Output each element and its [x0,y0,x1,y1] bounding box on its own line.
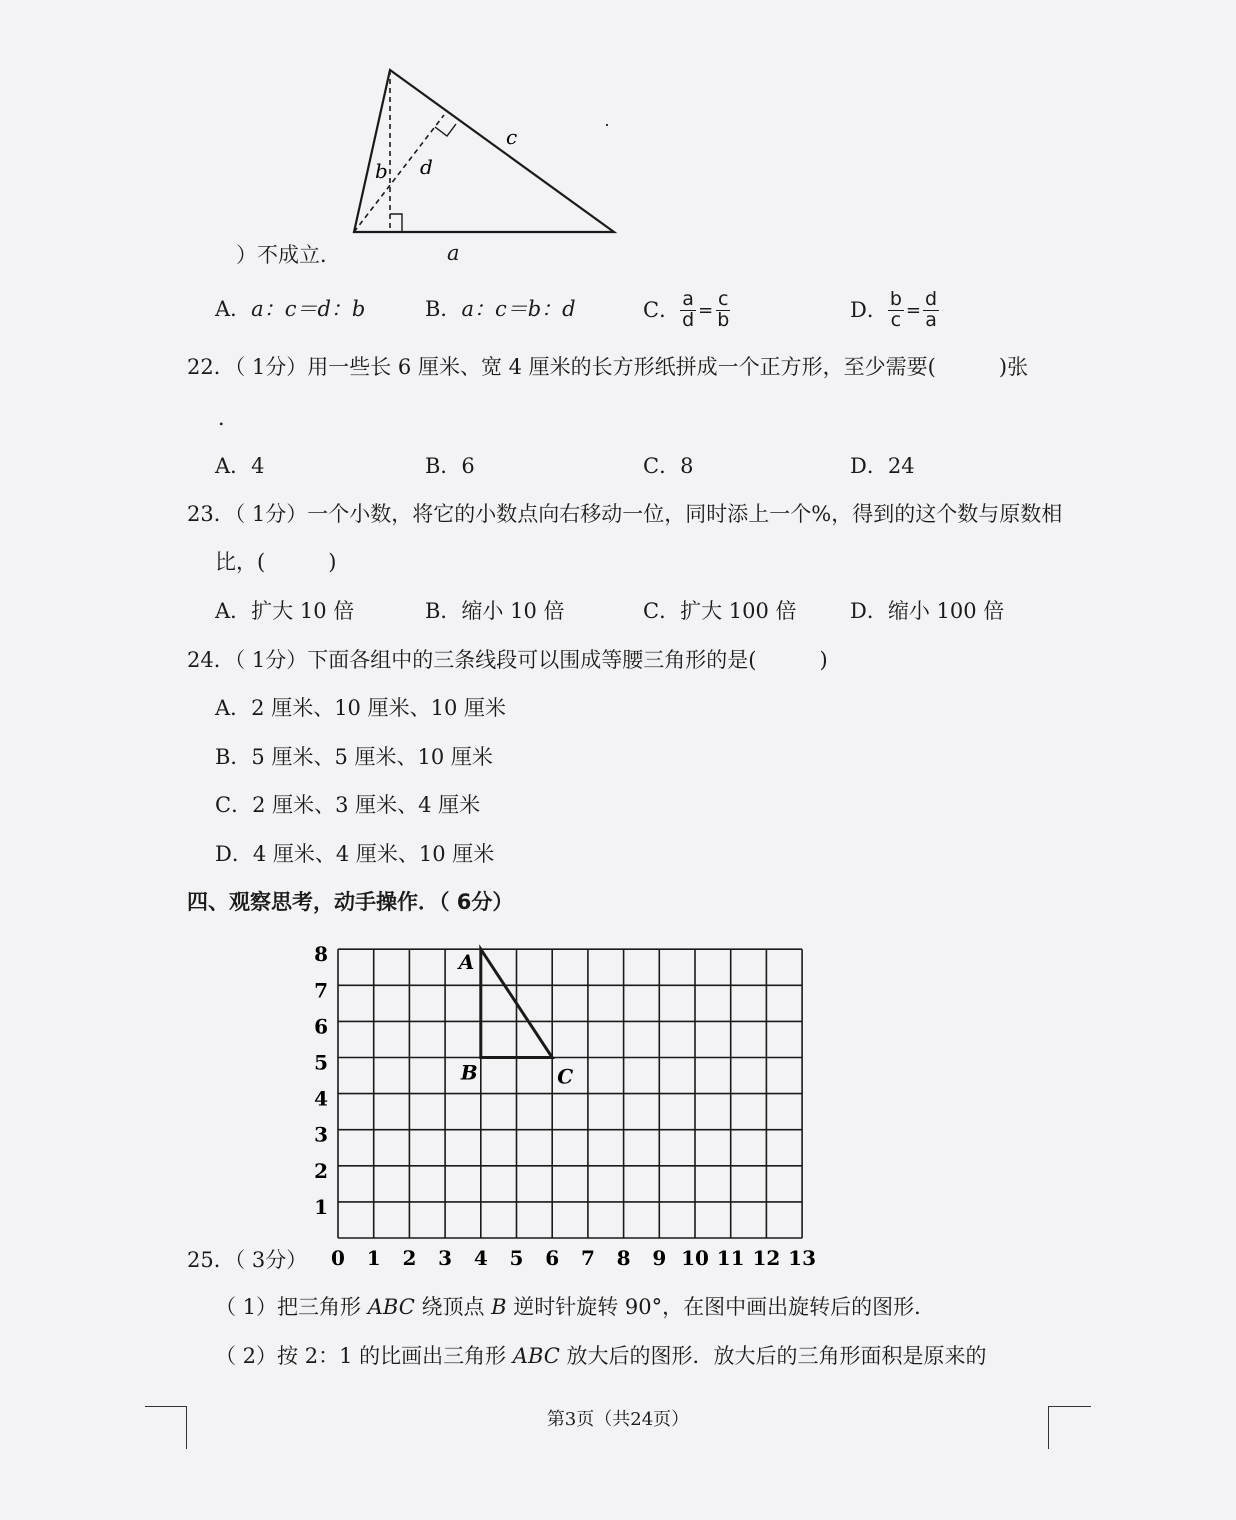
y-tick-label: 6 [314,1014,328,1039]
x-tick-label: 3 [438,1246,453,1270]
x-tick-label: 11 [716,1246,745,1270]
x-tick-label: 12 [752,1246,781,1270]
x-tick-label: 4 [473,1246,488,1270]
label-c: c [506,125,518,149]
vertex-label-c: C [557,1064,574,1089]
x-tick-label: 6 [545,1246,560,1270]
grid-axis-labels [314,942,816,1270]
q23-option-b[interactable]: B．缩小 10 倍 [425,599,565,623]
x-tick-label: 1 [366,1246,381,1270]
q23-option-c[interactable]: C．扩大 100 倍 [643,599,797,623]
q23-option-d[interactable]: D．缩小 100 倍 [850,599,1005,623]
q25-stem: 25．（ 3分） [187,1248,308,1272]
y-tick-label: 1 [314,1194,328,1219]
q23-stem: 23．（ 1分）一个小数，将它的小数点向右移动一位，同时添上一个%，得到的这个数与原数相 [187,502,1063,526]
q22-stem: 22．（ 1分）用一些长 6 厘米、宽 4 厘米的长方形纸拼成一个正方形，至少需要( )张 [187,355,1029,379]
q25-part1: （ 1）把三角形 ABC 绕顶点 B 逆时针旋转 90°，在图中画出旋转后的图形． [215,1295,936,1319]
q24-option-d[interactable]: D．4 厘米、4 厘米、10 厘米 [215,842,495,866]
crop-mark-right [1048,1406,1091,1449]
y-tick-label: 5 [314,1050,328,1075]
q24-option-a[interactable]: A．2 厘米、10 厘米、10 厘米 [215,696,506,720]
stray-dot [606,124,608,126]
x-tick-label: 7 [580,1246,595,1270]
q23-stem-2: 比，( ) [215,550,337,574]
x-tick-label: 13 [788,1246,817,1270]
right-angle-mark-b [390,214,402,232]
crop-mark-left [145,1406,187,1449]
section4-title: 四、观察思考，动手操作．（ 6分） [187,890,514,914]
label-d: d [420,155,433,179]
q22-option-d[interactable]: D．24 [850,454,915,478]
x-tick-label: 8 [616,1246,631,1270]
x-tick-label: 0 [331,1246,345,1270]
q21-tail: ）不成立． [236,243,341,267]
q23-option-a[interactable]: A．扩大 10 倍 [215,599,355,623]
y-tick-label: 4 [314,1086,328,1111]
q24-stem: 24．（ 1分）下面各组中的三条线段可以围成等腰三角形的是( ) [187,648,828,672]
q21-option-d[interactable]: D． $\frac{b}{c}$ = $\frac{d}{a}$ [850,288,938,331]
q24-option-b[interactable]: B．5 厘米、5 厘米、10 厘米 [215,745,493,769]
vertex-label-b: B [460,1060,478,1085]
x-tick-label: 10 [681,1246,709,1270]
y-tick-label: 3 [314,1122,328,1147]
q21-triangle-figure [340,60,640,260]
q21-option-b[interactable]: B．a：c＝b：d [425,297,576,321]
x-tick-label: 2 [402,1246,417,1270]
label-b: b [375,159,388,183]
y-tick-label: 7 [314,978,328,1003]
grid-lines [338,949,802,1238]
q22-option-c[interactable]: C．8 [643,454,694,478]
q22-stem-tail: ． [218,406,239,430]
label-a: a [447,241,460,265]
triangle-outline [354,70,614,232]
page-footer: 第3页（共24页） [546,1409,690,1430]
x-tick-label: 5 [509,1246,524,1270]
q25-part2: （ 2）按 2：1 的比画出三角形 ABC 放大后的图形．放大后的三角形面积是原来的 [215,1344,987,1368]
y-tick-label: 2 [314,1158,328,1183]
x-tick-label: 9 [652,1246,667,1270]
q24-option-c[interactable]: C．2 厘米、3 厘米、4 厘米 [215,793,481,817]
q22-option-b[interactable]: B．6 [425,454,475,478]
vertex-label-a: A [458,950,475,975]
triangle-abc [457,949,573,1088]
q22-option-a[interactable]: A．4 [215,454,265,478]
y-tick-label: 8 [314,942,328,967]
q21-option-c[interactable]: C． $\frac{a}{d}$ = $\frac{c}{b}$ [643,288,730,331]
q21-option-a[interactable]: A．a：c＝d：b [215,297,366,321]
right-angle-mark-d [435,124,456,136]
coordinate-grid [300,935,820,1275]
